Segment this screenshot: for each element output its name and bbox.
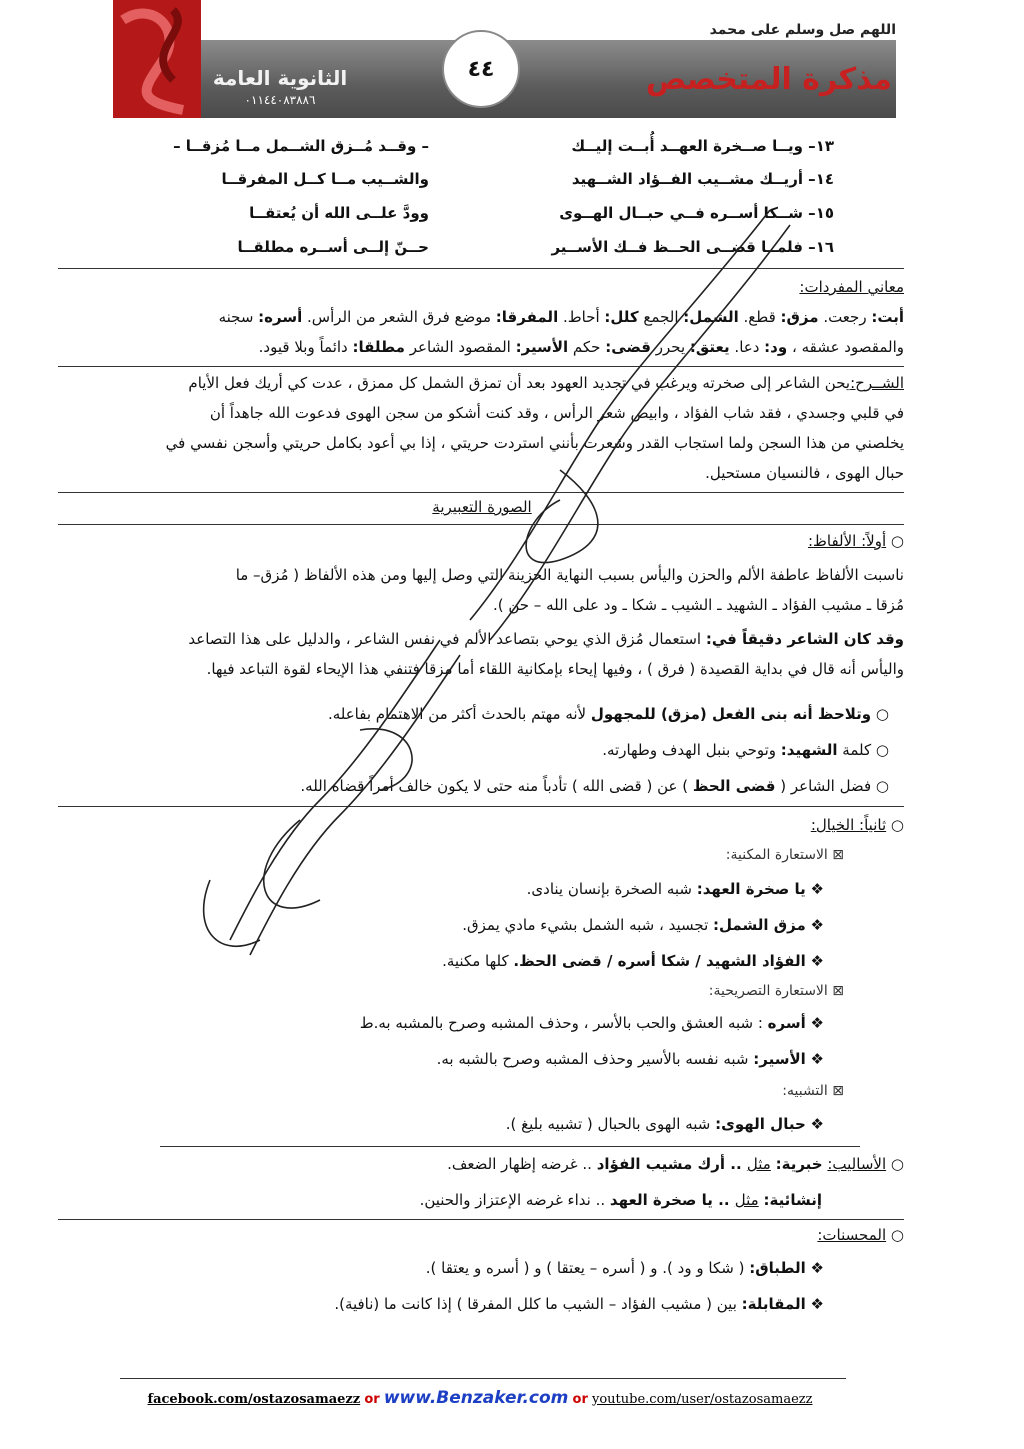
note-text: ) عن ( قضى الله ) تأدباً منه حتى لا يكون خالف أمراً قضاه الله. bbox=[300, 777, 693, 795]
diamond-bullet-icon: ❖ bbox=[810, 1014, 824, 1032]
vocab-term: مزق: bbox=[780, 308, 819, 326]
words-line: ناسبت الألفاظ عاطفة الألم والحزن واليأس بسبب النهاية الحزينة التي وصل إليها ومن هذه الألفاظ ( مُزق– ما bbox=[235, 566, 904, 584]
tasrihiya-item bbox=[437, 1050, 824, 1068]
makniya-item bbox=[462, 916, 824, 934]
logo-block bbox=[113, 0, 201, 118]
precise-line-2: واليأس أنه قال في بداية القصيدة ( فرق ) ، وفيها إيحاء بإمكانية اللقاء أما مزقا فتنفي هذا الإيحاء لقوة التباعد فيها. bbox=[206, 660, 904, 678]
vocab-term: الشمل: bbox=[683, 308, 739, 326]
vocab-term: قضى: bbox=[605, 338, 651, 356]
section-title: الصورة التعبيرية bbox=[432, 498, 532, 516]
vocab-meaning: موضع فرق الشعر من الرأس. bbox=[302, 308, 496, 326]
vocab-meaning: دائماً وبلا قيود. bbox=[258, 338, 353, 356]
words-line: مُزقا ـ مشيب الفؤاد ـ الشهيد ـ الشيب ـ شكا ـ ود على الله – حن ). bbox=[492, 596, 904, 614]
note-bold: قضى الحظ bbox=[692, 777, 776, 795]
vocab-term: ود: bbox=[764, 338, 788, 356]
vocab-term: يعتق: bbox=[689, 338, 730, 356]
vocab-term: مطلقا: bbox=[352, 338, 405, 356]
imagination-title: ثانياً: الخيال: bbox=[810, 816, 887, 834]
poem-verse-left: – وقــد مُــزق الشــمل مــا مُزقــا – bbox=[173, 137, 429, 155]
item-bold: أسره bbox=[767, 1014, 806, 1032]
explanation-line: في قلبي وجسدي ، فقد شاب الفؤاد ، وابيض شعر الرأس ، وقد كنت أشكو من سجن الهوى فدعوت الله جاهداً أن bbox=[209, 404, 904, 422]
vocab-meaning: رجعت. bbox=[818, 308, 872, 326]
item-bold: الفؤاد الشهيد / شكا أسره / قضى الحظ. bbox=[513, 952, 806, 970]
vocab-term: كلل: bbox=[604, 308, 639, 326]
item-bold: المقابلة: bbox=[741, 1295, 806, 1313]
khabar-quote: .. أرك مشيب الفؤاد bbox=[596, 1155, 747, 1173]
note-bold: وتلاحظ أنه بنى الفعل (مزق) للمجهول bbox=[590, 705, 872, 723]
vocab-line-1 bbox=[219, 308, 904, 326]
note-text: لأنه مهتم بالحدث أكثر من الاهتمام بفاعله. bbox=[327, 705, 591, 723]
note-bold: الشهيد: bbox=[780, 741, 838, 759]
explanation-line: يحن الشاعر إلى صخرته ويرغب في تجديد العهود بعد أن تمزق الشمل كل ممزق ، عدت كي أريك فعل الأيام bbox=[188, 374, 851, 392]
item-text: ( شكا و ود ). و ( أسره – يعتقا ) و ( أسره و يعتقا ). bbox=[425, 1259, 750, 1277]
diamond-bullet-icon: ❖ bbox=[810, 880, 824, 898]
vocab-line-2 bbox=[259, 338, 904, 356]
item-bold: حبال الهوى: bbox=[715, 1115, 806, 1133]
vocab-meaning: والمقصود عشقه ، bbox=[787, 338, 904, 356]
brand-title: مذكرة المتخصص bbox=[645, 62, 892, 97]
vocab-meaning: أحاط. bbox=[558, 308, 605, 326]
divider bbox=[58, 268, 904, 269]
divider bbox=[58, 806, 904, 807]
bullet-circle-icon: ○ bbox=[875, 741, 889, 759]
tasrihiya-item bbox=[360, 1014, 824, 1032]
item-bold: مزق الشمل: bbox=[713, 916, 806, 934]
page-number: ٤٤ bbox=[442, 30, 520, 108]
embellishments-heading bbox=[817, 1226, 904, 1244]
explanation bbox=[58, 368, 904, 488]
vocab-title: معاني المفردات: bbox=[799, 278, 904, 296]
diamond-bullet-icon: ❖ bbox=[810, 1050, 824, 1068]
tashbih-item bbox=[506, 1115, 824, 1133]
bullet-circle-icon: ○ bbox=[890, 1155, 904, 1173]
item-text: شبه نفسه بالأسير وحذف المشبه وصرح بالشبه به. bbox=[436, 1050, 754, 1068]
divider bbox=[160, 1146, 860, 1147]
vocab-meaning: حكم bbox=[568, 338, 606, 356]
explanation-line: حبال الهوى ، فالنسيان مستحيل. bbox=[705, 464, 904, 482]
footer bbox=[120, 1388, 840, 1408]
poem-verse-right: ١٣– ويــا صــخرة العهــد أُبــت إليــك bbox=[571, 137, 834, 155]
item-text: بين ( مشيب الفؤاد – الشيب ما كلل المفرقا ) إذا كانت ما (نافية). bbox=[334, 1295, 742, 1313]
note-item bbox=[328, 705, 889, 723]
bullet-circle-icon: ○ bbox=[875, 705, 889, 723]
envelope-icon: ⊠ bbox=[832, 1083, 844, 1099]
watermark-stroke bbox=[204, 880, 260, 946]
item-bold: الأسير: bbox=[753, 1050, 806, 1068]
note-item bbox=[602, 741, 889, 759]
insha-text: .. نداء غرضه الإعتزاز والحنين. bbox=[419, 1191, 610, 1209]
imagination-heading bbox=[811, 816, 904, 834]
insha-quote: .. يا صخرة العهد bbox=[609, 1191, 735, 1209]
item-bold: يا صخرة العهد: bbox=[696, 880, 806, 898]
diamond-bullet-icon: ❖ bbox=[810, 1295, 824, 1313]
vocab-meaning: يحرر bbox=[650, 338, 690, 356]
vocab-meaning: الجمع bbox=[638, 308, 684, 326]
example-word: مثل bbox=[734, 1191, 759, 1209]
divider bbox=[58, 492, 904, 493]
school-name: الثانوية العامة bbox=[212, 66, 348, 90]
poem-verse-right: ١٥– شــكا أســره فــي حبــال الهــوى bbox=[559, 204, 834, 222]
note-item bbox=[300, 777, 889, 795]
embellishment-item bbox=[426, 1259, 824, 1277]
words-heading bbox=[808, 532, 904, 550]
tasrihiya-heading bbox=[709, 983, 844, 999]
makniya-item bbox=[442, 952, 824, 970]
words-body bbox=[58, 560, 904, 684]
precise-label: وقد كان الشاعر دقيقاً في: bbox=[705, 630, 904, 648]
youtube-link[interactable]: youtube.com/user/ostazosamaezz bbox=[592, 1392, 813, 1407]
logo-ornament-icon bbox=[113, 0, 201, 118]
school-phone: ٠١١٤٤٠٨٣٨٨٦ bbox=[244, 93, 316, 107]
vocab-meaning: المقصود الشاعر bbox=[404, 338, 516, 356]
makniya-heading bbox=[726, 847, 844, 863]
vocab-term: أبت: bbox=[871, 308, 904, 326]
vocab-meaning: دعا. bbox=[729, 338, 765, 356]
tashbih-heading bbox=[782, 1083, 844, 1099]
khabar-label: خبرية: bbox=[775, 1155, 823, 1173]
poem-verse-left: وودَّ علــى الله أن يُعتقــا bbox=[249, 204, 429, 222]
embellishments-title: المحسنات: bbox=[817, 1226, 887, 1244]
item-text: : شبه العشق والحب بالأسر ، وحذف المشبه وصرح بالمشبه به.ط bbox=[359, 1014, 768, 1032]
divider bbox=[58, 1219, 904, 1220]
note-text: كلمة bbox=[837, 741, 872, 759]
tasrihiya-title: الاستعارة التصريحية: bbox=[708, 983, 828, 999]
note-text: وتوحي بنبل الهدف وطهارته. bbox=[602, 741, 781, 759]
vocab-term: المفرقا: bbox=[495, 308, 559, 326]
diamond-bullet-icon: ❖ bbox=[810, 952, 824, 970]
styles-insha bbox=[420, 1191, 822, 1209]
bullet-circle-icon: ○ bbox=[890, 1226, 904, 1244]
site-link[interactable]: www.Benzaker.com bbox=[383, 1388, 569, 1408]
makniya-item bbox=[527, 880, 824, 898]
item-text: شبه الصخرة بإنسان ينادى. bbox=[526, 880, 697, 898]
example-word: مثل bbox=[746, 1155, 771, 1173]
item-text: كلها مكنية. bbox=[442, 952, 514, 970]
item-bold: الطباق: bbox=[749, 1259, 806, 1277]
bullet-circle-icon: ○ bbox=[890, 816, 904, 834]
vocab-term: أسره: bbox=[258, 308, 303, 326]
words-title: أولاً: الألفاظ: bbox=[807, 532, 887, 550]
vocab-meaning: سجنه bbox=[218, 308, 259, 326]
diamond-bullet-icon: ❖ bbox=[810, 1259, 824, 1277]
footer-divider bbox=[120, 1378, 846, 1379]
bullet-circle-icon: ○ bbox=[875, 777, 889, 795]
divider bbox=[58, 366, 904, 367]
item-text: تجسيد ، شبه الشمل بشيء مادي يمزق. bbox=[462, 916, 714, 934]
item-text: شبه الهوى بالحبال ( تشبيه بليغ ). bbox=[505, 1115, 716, 1133]
header-dua: اللهم صل وسلم على محمد bbox=[709, 22, 896, 38]
styles-title: الأساليب: bbox=[827, 1155, 887, 1173]
watermark-stroke bbox=[264, 820, 320, 908]
poem-verse-right: ١٤– أريــك مشــيب الفــؤاد الشــهيد bbox=[571, 170, 834, 188]
envelope-icon: ⊠ bbox=[832, 847, 844, 863]
precise-text: استعمال مُزق الذي يوحي بتصاعد الألم في نفس الشاعر ، والدليل على هذا التصاعد bbox=[188, 630, 706, 648]
poem-verse-right: ١٦– فلمــا قضــى الحــظ فــك الأســير bbox=[551, 238, 834, 256]
tashbih-title: التشبيه: bbox=[782, 1083, 828, 1099]
embellishment-item bbox=[334, 1295, 824, 1313]
watermark-stroke bbox=[250, 655, 460, 955]
vocab-meaning: قطع. bbox=[738, 308, 781, 326]
poem-verse-left: حــنّ إلــى أســره مطلقــا bbox=[237, 238, 429, 256]
envelope-icon: ⊠ bbox=[832, 983, 844, 999]
insha-label: إنشائية: bbox=[763, 1191, 822, 1209]
vocab-term: الأسير: bbox=[515, 338, 569, 356]
diamond-bullet-icon: ❖ bbox=[810, 916, 824, 934]
facebook-link[interactable]: facebook.com/ostazosamaezz bbox=[147, 1392, 361, 1407]
divider bbox=[58, 524, 904, 525]
note-text: فضل الشاعر ( bbox=[775, 777, 872, 795]
khabar-text: .. غرضه إظهار الضعف. bbox=[447, 1155, 597, 1173]
footer-or: or bbox=[364, 1392, 380, 1407]
styles-khabar bbox=[447, 1155, 904, 1173]
diamond-bullet-icon: ❖ bbox=[810, 1115, 824, 1133]
explanation-label: الشــرح: bbox=[850, 374, 904, 392]
footer-or: or bbox=[572, 1392, 588, 1407]
explanation-line: يخلصني من هذا السجن ولما استجاب القدر وشعرت بأنني استردت حريتي ، إذا بي أعود بكامل حريتي وأسجن نفسي في bbox=[165, 434, 904, 452]
poem-verse-left: والشــيب مــا كــل المفرقــا bbox=[221, 170, 429, 188]
bullet-circle-icon: ○ bbox=[890, 532, 904, 550]
makniya-title: الاستعارة المكنية: bbox=[725, 847, 828, 863]
